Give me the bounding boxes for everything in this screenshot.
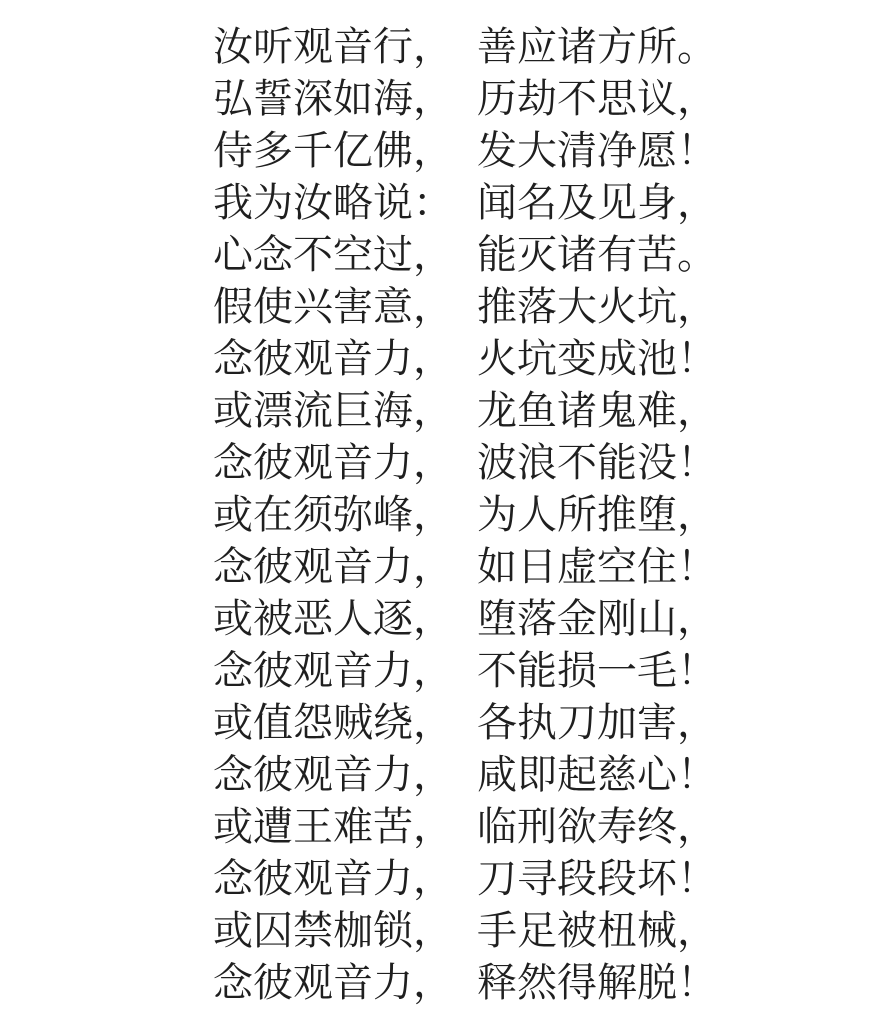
verse-line bbox=[213, 801, 895, 853]
verse-line bbox=[213, 73, 895, 125]
verse-line-second-half: 善应诸方所。 bbox=[477, 24, 717, 69]
verse-line-first-half: 念彼观音力， bbox=[213, 440, 453, 485]
verse-line bbox=[213, 749, 895, 801]
verse-line bbox=[213, 541, 895, 593]
verse-line-second-half: 推落大火坑， bbox=[477, 284, 717, 329]
verse-line-first-half: 念彼观音力， bbox=[213, 752, 453, 797]
verse-line bbox=[213, 385, 895, 437]
verse-line-second-half: 闻名及见身， bbox=[477, 180, 717, 225]
verse-line-first-half: 念彼观音力， bbox=[213, 544, 453, 589]
verse-line-second-half: 临刑欲寿终， bbox=[477, 804, 717, 849]
verse-line bbox=[213, 229, 895, 281]
verse-line-second-half: 为人所推堕， bbox=[477, 492, 717, 537]
verse-line bbox=[213, 905, 895, 957]
verse-line bbox=[213, 697, 895, 749]
verse-line-first-half: 或被恶人逐， bbox=[213, 596, 453, 641]
verse-line bbox=[213, 281, 895, 333]
verse-line-second-half: 不能损一毛！ bbox=[477, 648, 717, 693]
verse-line bbox=[213, 333, 895, 385]
verse-line-first-half: 念彼观音力， bbox=[213, 856, 453, 901]
verse-line-second-half: 发大清净愿！ bbox=[477, 128, 717, 173]
verse-line-second-half: 龙鱼诸鬼难， bbox=[477, 388, 717, 433]
verse-line-first-half: 我为汝略说： bbox=[213, 180, 453, 225]
verse-line-first-half: 念彼观音力， bbox=[213, 648, 453, 693]
verse-line-first-half: 汝听观音行， bbox=[213, 24, 453, 69]
verse-line bbox=[213, 21, 895, 73]
verse-line-second-half: 如日虚空住！ bbox=[477, 544, 717, 589]
verse-line-first-half: 或遭王难苦， bbox=[213, 804, 453, 849]
verse-line-second-half: 咸即起慈心！ bbox=[477, 752, 717, 797]
verse-line-first-half: 心念不空过， bbox=[213, 232, 453, 277]
verse-line bbox=[213, 437, 895, 489]
verse-block bbox=[213, 21, 895, 1009]
verse-line-second-half: 各执刀加害， bbox=[477, 700, 717, 745]
verse-line-second-half: 波浪不能没！ bbox=[477, 440, 717, 485]
verse-line bbox=[213, 593, 895, 645]
verse-line-second-half: 刀寻段段坏！ bbox=[477, 856, 717, 901]
verse-line bbox=[213, 177, 895, 229]
verse-line-second-half: 能灭诸有苦。 bbox=[477, 232, 717, 277]
verse-line-first-half: 弘誓深如海， bbox=[213, 76, 453, 121]
verse-line-first-half: 或漂流巨海， bbox=[213, 388, 453, 433]
verse-line-second-half: 手足被杻械， bbox=[477, 908, 717, 953]
verse-line-first-half: 侍多千亿佛， bbox=[213, 128, 453, 173]
verse-line-first-half: 或在须弥峰， bbox=[213, 492, 453, 537]
verse-line-first-half: 或值怨贼绕， bbox=[213, 700, 453, 745]
verse-line-second-half: 堕落金刚山， bbox=[477, 596, 717, 641]
verse-line-second-half: 释然得解脱！ bbox=[477, 960, 717, 1005]
verse-line bbox=[213, 957, 895, 1009]
verse-line-second-half: 火坑变成池！ bbox=[477, 336, 717, 381]
verse-line bbox=[213, 853, 895, 905]
verse-line-first-half: 念彼观音力， bbox=[213, 336, 453, 381]
verse-line-first-half: 念彼观音力， bbox=[213, 960, 453, 1005]
verse-line-second-half: 历劫不思议， bbox=[477, 76, 717, 121]
verse-line bbox=[213, 645, 895, 697]
verse-line bbox=[213, 489, 895, 541]
verse-line bbox=[213, 125, 895, 177]
verse-line-first-half: 或囚禁枷锁， bbox=[213, 908, 453, 953]
verse-line-first-half: 假使兴害意， bbox=[213, 284, 453, 329]
